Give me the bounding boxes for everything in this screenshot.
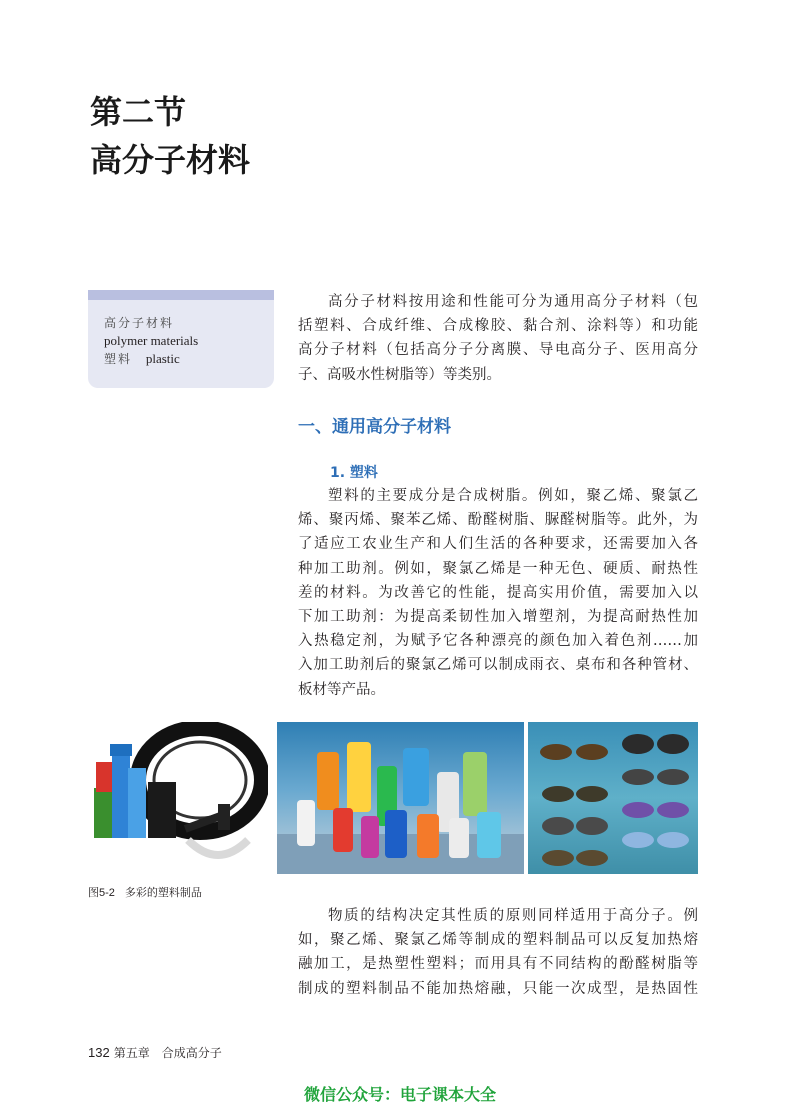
section-title: 高分子材料 — [90, 141, 251, 179]
text-line: 塑料的主要成分是合成树脂。例如，聚乙烯、聚氯乙 — [328, 488, 698, 504]
text-line: 种加工助剂。例如，聚氯乙烯是一种无色、硬质、耐热性 — [298, 560, 698, 577]
figure-caption — [88, 884, 202, 900]
text-line: 下加工助剂：为提高柔韧性加入增塑剂，为提高耐热性加 — [298, 609, 698, 626]
plastics-paragraph — [298, 484, 698, 702]
watermark-text: 微信公众号：电子课本大全 — [303, 1085, 496, 1104]
text-line: 物质的结构决定其性质的原则同样适用于高分子。例 — [328, 908, 698, 924]
text-line: 制成的塑料制品不能加热熔融，只能一次成型，是热固性 — [298, 980, 698, 997]
figure-caption-text: 多彩的塑料制品 — [124, 886, 202, 899]
text-line: 如，聚乙烯、聚氯乙烯等制成的塑料制品可以反复加热熔 — [298, 932, 698, 949]
glossary-term-polymer-en: polymer materials — [104, 333, 199, 348]
section-heading: 一、通用高分子材料 — [298, 417, 451, 437]
figure-number: 图5-2 — [88, 887, 115, 899]
plastic-bottles-photo — [277, 722, 524, 874]
glossary-term-plastic-cn: 塑料 — [104, 352, 133, 366]
text-line: 括塑料、合成纤维、合成橡胶、黏合剂、涂料等）和功能 — [298, 318, 698, 335]
page-footer — [88, 1044, 222, 1061]
text-line: 入加工助剂后的聚氯乙烯可以制成雨衣、桌布和各种管材、 — [298, 657, 698, 674]
text-line: 板材等产品。 — [298, 681, 385, 698]
chapter-label: 第五章 — [113, 1046, 150, 1060]
page-number: 132 — [88, 1045, 110, 1060]
glossary-top-bar — [88, 290, 274, 300]
text-line: 高分子材料（包括高分子分离膜、导电高分子、医用高分 — [298, 342, 698, 359]
chapter-title: 合成高分子 — [161, 1046, 222, 1060]
text-line: 入热稳定剂，为赋予它各种漂亮的颜色加入着色剂……加 — [298, 633, 698, 650]
text-line: 子、高吸水性树脂等）等类别。 — [298, 366, 501, 383]
section-label: 第二节 — [90, 93, 187, 131]
subsection-heading: 1. 塑料 — [330, 465, 378, 481]
text-line: 融加工，是热塑性塑料；而用具有不同结构的酚醛树脂等 — [298, 956, 698, 973]
plastic-tubes-photo — [88, 722, 268, 872]
page-title — [90, 88, 250, 184]
glossary-term-polymer-cn: 高分子材料 — [104, 316, 175, 330]
text-line: 差的材料。为改善它的性能，提高实用价值，需要加入以 — [298, 584, 698, 601]
text-line: 高分子材料按用途和性能可分为通用高分子材料（包 — [328, 294, 698, 310]
text-line: 烯、聚丙烯、聚苯乙烯、酚醛树脂、脲醛树脂等。此外，为 — [298, 512, 698, 529]
plastic-sunglasses-photo — [528, 722, 698, 874]
text-line: 了适应工农业生产和人们生活的各种要求，还需要加入各 — [298, 536, 698, 553]
structure-paragraph — [298, 904, 698, 1001]
intro-paragraph — [298, 290, 698, 387]
glossary-term-plastic-en: plastic — [145, 351, 180, 366]
glossary-box — [88, 290, 274, 388]
